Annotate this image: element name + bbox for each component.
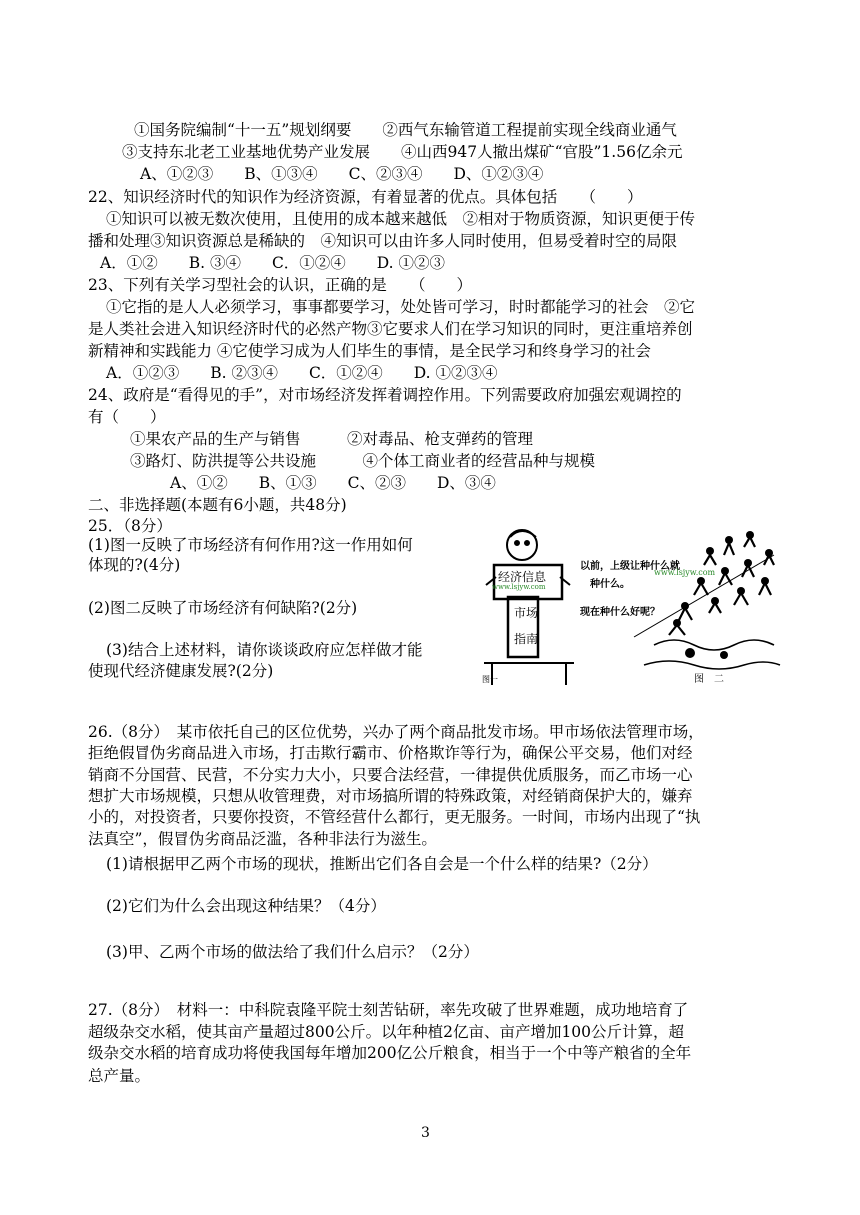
text-line: A、①② B、①③ C、②③ D、③④ (170, 474, 496, 492)
newspaper-title: 经济信息 (498, 570, 547, 584)
text-line: ①它指的是人人必须学习，事事都要学习，处处皆可学习，时时都能学习的社会 ②它 (106, 298, 696, 316)
speech-line-1: 以前，上级让种什么就 (580, 561, 680, 572)
text-line: 25．（8分） (88, 517, 172, 535)
figure-two-caption: 图 二 (694, 674, 724, 685)
text-line: 小的，对投资者，只要你投资，不管经营什么都行，更无服务。一时间，市场内出现了“执 (88, 808, 701, 826)
figure-two-illustration (634, 531, 780, 669)
text-line: (1)图一反映了市场经济有何作用?这一作用如何 (88, 536, 413, 554)
text-line: 销商不分国营、民营，不分实力大小，只要合法经营，一律提供优质服务，而乙市场一心 (88, 766, 693, 784)
market-guide-line2: 指南 (514, 632, 539, 646)
speech-line-2: 种什么。 (590, 579, 630, 590)
text-line: A、①②③ B、①③④ C、②③④ D、①②③④ (140, 165, 544, 183)
text-line: ①果农产品的生产与销售 ②对毒品、枪支弹药的管理 (130, 430, 534, 448)
text-line: ①知识可以被无数次使用，且使用的成本越来越低 ②相对于物质资源，知识更便于传 (106, 210, 696, 228)
text-line: 22、知识经济时代的知识作为经济资源，有着显著的优点。具体包括 （ ） (88, 188, 643, 206)
text-line: (3)甲、乙两个市场的做法给了我们什么启示？（2分） (106, 943, 479, 961)
text-line: 新精神和实践能力 ④它使学习成为人们毕生的事情，是全民学习和终身学习的社会 (88, 342, 651, 360)
text-line: (1)请根据甲乙两个市场的现状，推断出它们各自会是一个什么样的结果?（2分） (106, 855, 658, 873)
text-line: 24、政府是“看得见的手”，对市场经济发挥着调控作用。下列需要政府加强宏观调控的 (88, 386, 682, 404)
text-line: 使现代经济健康发展?(2分) (88, 662, 274, 680)
text-line: 拒绝假冒伪劣商品进入市场，打击欺行霸市、价格欺诈等行为，确保公平交易，他们对经 (88, 744, 693, 762)
text-line: 是人类社会进入知识经济时代的必然产物③它要求人们在学习知识的同时，更注重培养创 (88, 320, 693, 338)
text-line: 想扩大市场规模，只想从收管理费，对市场搞所谓的特殊政策，对经销商保护大的，嫌弃 (88, 787, 693, 805)
market-guide-line1: 市场 (514, 606, 539, 620)
text-line: 27.（8分） 材料一：中科院袁隆平院士刻苦钻研，率先攻破了世界难题，成功地培育了 (88, 1001, 689, 1019)
text-line: A．①②③ B. ②③④ C．①②④ D. ①②③④ (106, 364, 498, 382)
page-number: 3 (421, 1125, 430, 1141)
text-line: 法真空”，假冒伪劣商品泛滥，各种非法行为滋生。 (88, 830, 437, 848)
text-line: 总产量。 (88, 1067, 151, 1085)
text-line: 23、下列有关学习型社会的认识，正确的是 （ ） (88, 276, 472, 294)
speech-line-3: 现在种什么好呢？ (580, 607, 660, 618)
watermark-right: www.lsjyw.com (654, 568, 716, 577)
text-line: 超级杂交水稻，使其亩产量超过800公斤。以年种植2亿亩、亩产增加100公斤计算，超 (88, 1023, 685, 1041)
cartoon-figure (474, 525, 786, 687)
text-line: 26.（8分） 某市依托自己的区位优势，兴办了两个商品批发市场。甲市场依法管理市场， (88, 723, 704, 741)
text-line: 播和处理③知识资源总是稀缺的 ④知识可以由许多人同时使用，但易受着时空的局限 (88, 232, 678, 250)
text-line: ①国务院编制“十一五”规划纲要 ②西气东输管道工程提前实现全线商业通气 (134, 121, 677, 139)
watermark-left: www.lsjyw.com (492, 583, 546, 591)
text-line: 有（ ） (88, 408, 166, 426)
figure-one-caption: 图一 (482, 675, 498, 684)
text-line: (3)结合上述材料，请你谈谈政府应怎样做才能 (106, 641, 423, 659)
text-line: (2)图二反映了市场经济有何缺陷?(2分) (88, 599, 358, 617)
text-line: A．①② B. ③④ C．①②④ D. ①②③ (100, 254, 446, 272)
text-line: ③支持东北老工业基地优势产业发展 ④山西947人撤出煤矿“官股”1.56亿余元 (122, 143, 683, 161)
text-line: (2)它们为什么会出现这种结果？（4分） (106, 897, 386, 915)
text-line: 二、非选择题(本题有6小题，共48分) (88, 496, 347, 514)
text-line: ③路灯、防洪提等公共设施 ④个体工商业者的经营品种与规模 (130, 452, 596, 470)
text-line: 级杂交水稻的培育成功将使我国每年增加200亿公斤粮食，相当于一个中等产粮省的全年 (88, 1044, 692, 1062)
text-line: 体现的?(4分) (88, 556, 181, 574)
